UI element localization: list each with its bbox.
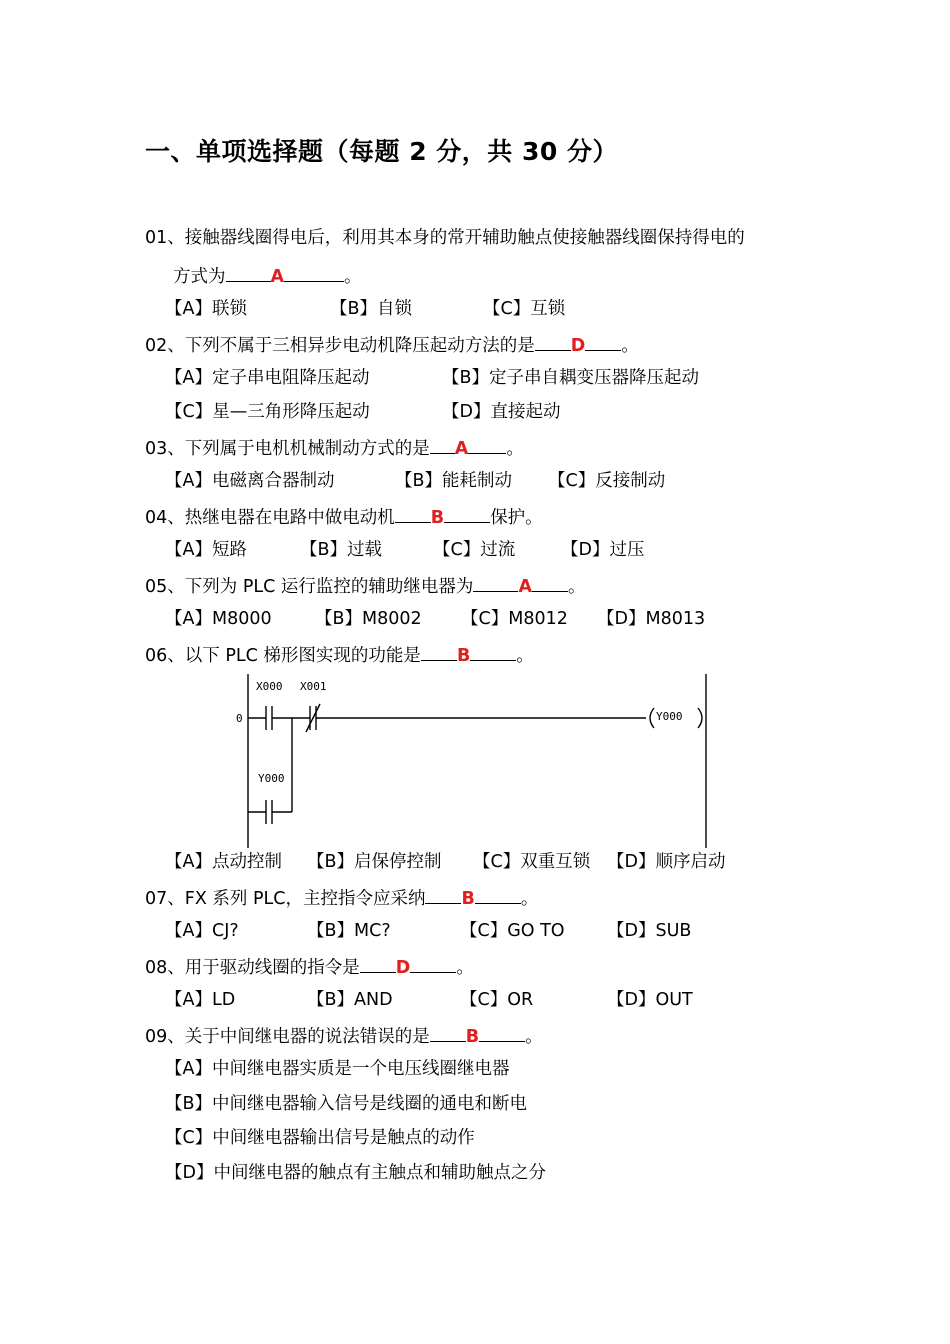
contact-x000-label: X000 (256, 680, 283, 693)
answer-blank-right (475, 885, 521, 904)
question-09 (145, 1023, 543, 1049)
question-text-end: 。 (516, 646, 534, 666)
answer-blank-left (395, 504, 431, 523)
question-09-option-a (165, 1057, 509, 1081)
question-text: 关于中间继电器的说法错误的是 (184, 1027, 430, 1047)
answer-blank-right (479, 1023, 525, 1042)
question-number: 08、 (145, 958, 185, 978)
question-08 (145, 954, 474, 980)
answer-blank-right (585, 332, 621, 351)
answer-blank-left (535, 332, 571, 351)
question-text: 接触器线圈得电后，利用其本身的常开辅助触点使接触器线圈保持得电的 (184, 228, 745, 248)
question-06 (145, 642, 534, 668)
question-text: 下列为 PLC 运行监控的辅助继电器为 (184, 577, 474, 597)
option-c: 【C】反接制动 (548, 471, 666, 491)
option-d: 【D】OUT (607, 990, 693, 1010)
answer-letter: D (570, 336, 586, 356)
coil-right-arc (698, 708, 702, 728)
answer-blank-left (430, 435, 455, 454)
question-number: 09、 (145, 1027, 185, 1047)
answer-blank-left (360, 954, 396, 973)
option-a: 【A】点动控制 (165, 852, 282, 872)
answer-letter: B (465, 1027, 480, 1047)
question-text-end: 。 (520, 889, 539, 909)
contact-x001-label: X001 (300, 680, 327, 693)
question-09-option-d (165, 1161, 546, 1185)
question-09-option-c (165, 1126, 475, 1150)
option-c: 【C】OR (460, 990, 534, 1010)
option-a: 【A】中间继电器实质是一个电压线圈继电器 (165, 1059, 510, 1079)
question-text-end: 。 (456, 958, 474, 978)
answer-letter: B (461, 889, 475, 909)
question-text: 下列属于电机机械制动方式的是 (184, 439, 430, 459)
answer-blank-right (470, 642, 516, 661)
question-02 (145, 332, 639, 358)
answer-letter: D (395, 958, 411, 978)
option-b: 【B】能耗制动 (395, 471, 513, 491)
question-text-end: 。 (344, 267, 362, 287)
option-c: 【C】GO TO (460, 921, 565, 941)
option-a: 【A】CJ? (165, 921, 239, 941)
answer-letter: A (270, 267, 285, 287)
question-text: FX 系列 PLC，主控指令应采纳 (184, 889, 426, 909)
question-text-end: 。 (621, 336, 639, 356)
question-text-end: 。 (567, 577, 586, 597)
option-b: 【B】AND (307, 990, 393, 1010)
section-title: 一、单项选择题（每题 2 分，共 30 分） (145, 137, 619, 166)
option-b: 【B】启保停控制 (307, 852, 442, 872)
coil-left-arc (650, 708, 654, 728)
option-c: 【C】M8012 (461, 609, 568, 629)
option-b: 【B】M8002 (315, 609, 422, 629)
option-b: 【B】中间继电器输入信号是线圈的通电和断电 (165, 1094, 528, 1114)
question-number: 05、 (145, 577, 185, 597)
question-01-line2 (173, 263, 362, 289)
option-a: 【A】电磁离合器制动 (165, 471, 335, 491)
question-number: 01、 (145, 228, 185, 248)
question-number: 02、 (145, 336, 185, 356)
question-09-option-b (165, 1092, 527, 1116)
ladder-diagram (236, 672, 716, 852)
option-d: 【D】直接起动 (442, 402, 561, 422)
question-03 (145, 435, 524, 461)
question-07 (145, 885, 538, 911)
option-c: 【C】中间继电器输出信号是触点的动作 (165, 1128, 475, 1148)
question-text-end: 。 (506, 439, 524, 459)
question-text: 热继电器在电路中做电动机 (184, 508, 395, 528)
question-text-end: 保护。 (490, 508, 543, 528)
option-b: 【B】定子串自耦变压器降压起动 (442, 368, 700, 388)
step-number: 0 (236, 712, 243, 725)
question-number: 03、 (145, 439, 185, 459)
answer-blank-right (468, 435, 506, 454)
answer-blank-left (473, 573, 518, 592)
option-d: 【D】SUB (607, 921, 692, 941)
answer-blank-right (444, 504, 490, 523)
option-d: 【D】中间继电器的触点有主触点和辅助触点之分 (165, 1163, 546, 1183)
question-text: 方式为 (173, 267, 226, 287)
question-number: 04、 (145, 508, 185, 528)
answer-blank-left (421, 642, 457, 661)
option-a: 【A】短路 (165, 540, 247, 560)
option-c: 【C】双重互锁 (473, 852, 591, 872)
option-a: 【A】LD (165, 990, 236, 1010)
answer-letter: A (518, 577, 532, 597)
option-b: 【B】MC? (307, 921, 391, 941)
question-text: 下列不属于三相异步电动机降压起动方法的是 (184, 336, 535, 356)
option-a: 【A】联锁 (165, 299, 247, 319)
option-a: 【A】M8000 (165, 609, 272, 629)
option-b: 【B】过载 (300, 540, 383, 560)
option-d: 【D】M8013 (597, 609, 706, 629)
answer-letter: A (454, 439, 469, 459)
question-text: 以下 PLC 梯形图实现的功能是 (184, 646, 421, 666)
option-c: 【C】星—三角形降压起动 (165, 402, 370, 422)
answer-blank-right (284, 263, 344, 282)
option-c: 【C】过流 (433, 540, 516, 560)
question-number: 07、 (145, 889, 185, 909)
option-d: 【D】顺序启动 (607, 852, 726, 872)
answer-blank-left (430, 1023, 466, 1042)
question-text: 用于驱动线圈的指令是 (184, 958, 360, 978)
option-d: 【D】过压 (561, 540, 645, 560)
answer-blank-left (226, 263, 271, 282)
contact-y000-label: Y000 (258, 772, 285, 785)
question-text-end: 。 (525, 1027, 543, 1047)
answer-letter: B (456, 646, 471, 666)
answer-blank-left (425, 885, 461, 904)
option-c: 【C】互锁 (483, 299, 566, 319)
coil-y000-label: Y000 (656, 710, 683, 723)
option-a: 【A】定子串电阻降压起动 (165, 368, 370, 388)
question-01 (145, 226, 745, 250)
option-b: 【B】自锁 (330, 299, 413, 319)
answer-blank-right (410, 954, 456, 973)
question-04 (145, 504, 543, 530)
answer-letter: B (430, 508, 445, 528)
question-05 (145, 573, 585, 599)
answer-blank-right (532, 573, 568, 592)
question-number: 06、 (145, 646, 185, 666)
